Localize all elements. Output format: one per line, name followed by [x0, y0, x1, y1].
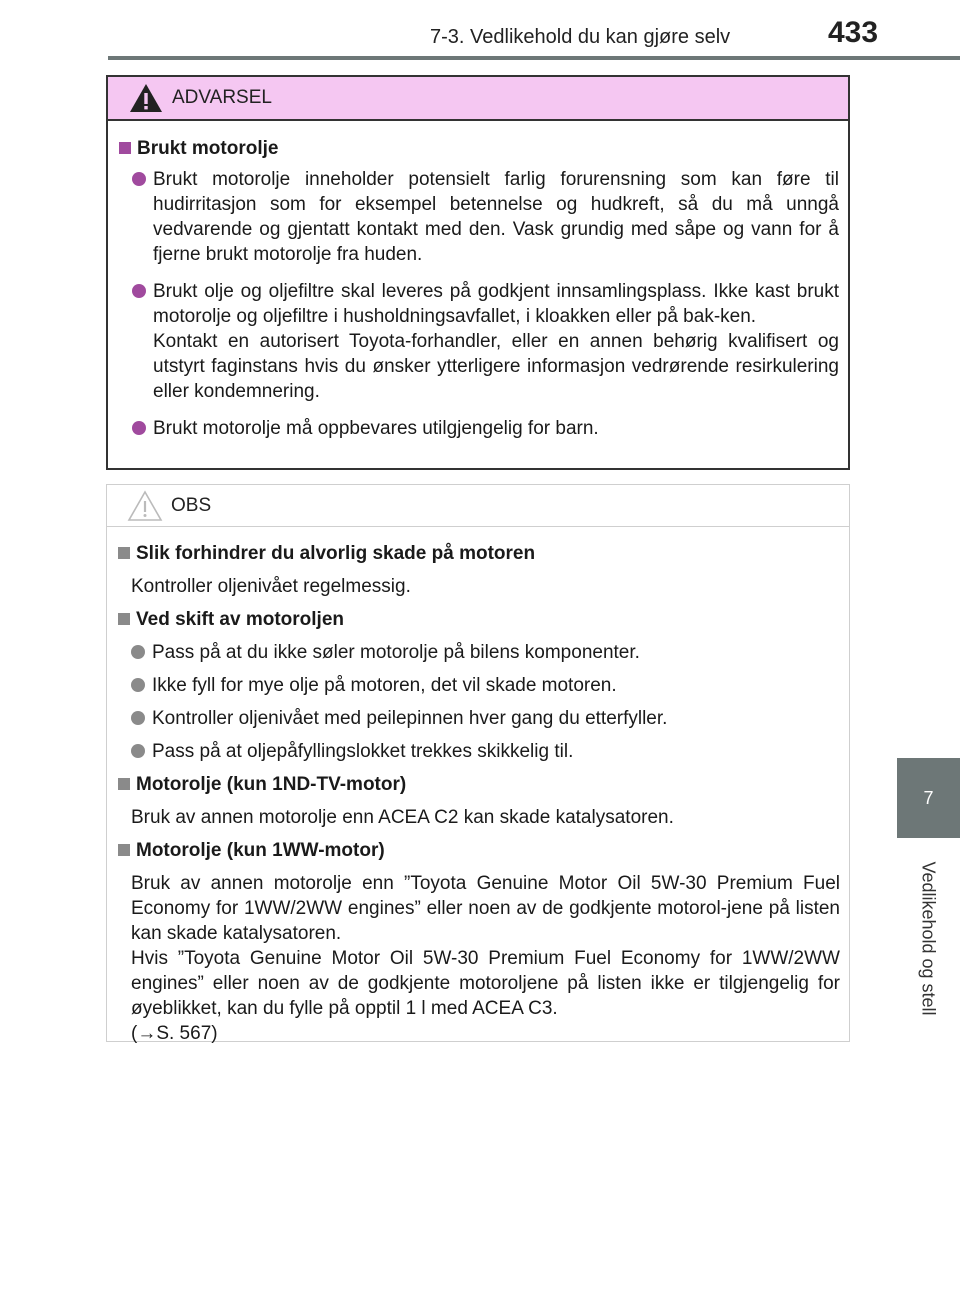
notice-bullet: Pass på at oljepåfyllingslokket trekkes skikkelig til. [116, 739, 840, 764]
warning-section-title: Brukt motorolje [117, 136, 839, 161]
round-bullet-icon [132, 421, 146, 435]
chapter-tab[interactable] [897, 758, 960, 838]
round-bullet-icon [131, 744, 145, 758]
notice-section-title: Slik forhindrer du alvorlig skade på motoren [116, 541, 840, 566]
warning-box [106, 75, 850, 470]
round-bullet-icon [131, 645, 145, 659]
warning-triangle-icon [128, 82, 164, 114]
header-rule [108, 56, 960, 60]
warning-label: ADVARSEL [172, 87, 272, 108]
round-bullet-icon [131, 711, 145, 725]
round-bullet-icon [132, 172, 146, 186]
square-bullet-icon [118, 844, 130, 856]
notice-section-title: Ved skift av motoroljen [116, 607, 840, 632]
chapter-side-label [897, 838, 960, 1038]
warning-body [108, 121, 848, 441]
running-header-title: 7-3. Vedlikehold du kan gjøre selv [430, 26, 731, 48]
notice-box [106, 484, 850, 1042]
round-bullet-icon [132, 284, 146, 298]
notice-bullet: Ikke fyll for mye olje på motoren, det vil skade motoren. [116, 673, 840, 698]
square-bullet-icon [118, 547, 130, 559]
square-bullet-icon [118, 778, 130, 790]
notice-section-title: Motorolje (kun 1WW-motor) [116, 838, 840, 863]
notice-bullet: Pass på at du ikke søler motorolje på bilens komponenter. [116, 640, 840, 665]
notice-text: Bruk av annen motorolje enn ”Toyota Genuine Motor Oil 5W-30 Premium Fuel Economy for 1WW/2WW engines” eller noen av de godkjente motorol-jene på listen kan skade katalysatoren. Hvis ”Toyota Genuine Motor Oil 5W-30 Premium Fuel Economy for 1WW/2WW engines” eller noen av de godkjente motoroljene på listen ikke er tilgjengelig for øyeblikket, kan du fylle på opptil 1 l med ACEA C3. (→S. 567) [131, 873, 840, 1044]
square-bullet-icon [118, 613, 130, 625]
round-bullet-icon [131, 678, 145, 692]
warning-bullet: Brukt motorolje må oppbevares utilgjengelig for barn. [117, 416, 839, 441]
page-number: 433 [828, 16, 879, 49]
warning-header [108, 77, 848, 121]
notice-text: Kontroller oljenivået regelmessig. [131, 576, 411, 597]
page-reference-link[interactable]: (→S. 567) [131, 1023, 218, 1044]
notice-bullet: Kontroller oljenivået med peilepinnen hver gang du etterfyller. [116, 706, 840, 731]
chapter-label: Vedlikehold og stell [919, 860, 940, 1016]
square-bullet-icon [119, 142, 131, 154]
notice-body [107, 527, 849, 1046]
notice-section-title: Motorolje (kun 1ND-TV-motor) [116, 772, 840, 797]
caution-triangle-icon [127, 490, 163, 522]
warning-bullet: Brukt motorolje inneholder potensielt farlig forurensning som kan føre til hudirritasjon som for eksempel betennelse og hudkreft, så du må unngå vedvarende og gjentatt kontakt med den. Vask grundig med såpe og vann for å fjerne brukt motorolje fra huden. [117, 167, 839, 267]
chapter-number: 7 [923, 787, 934, 808]
notice-text: Bruk av annen motorolje enn ACEA C2 kan skade katalysatoren. [131, 807, 674, 828]
warning-bullet: Brukt olje og oljefiltre skal leveres på godkjent innsamlingsplass. Ikke kast brukt motorolje og oljefiltre i husholdningsavfallet, i kloakken eller på bak-ken. Kontakt en autorisert Toyota-forhandler, eller en annen behørig kvalifisert og utstyrt faginstans hvis du ønsker ytterligere informasjon vedrørende resirkulering eller kondemnering. [117, 279, 839, 404]
notice-header [107, 485, 849, 527]
notice-label: OBS [171, 494, 212, 516]
